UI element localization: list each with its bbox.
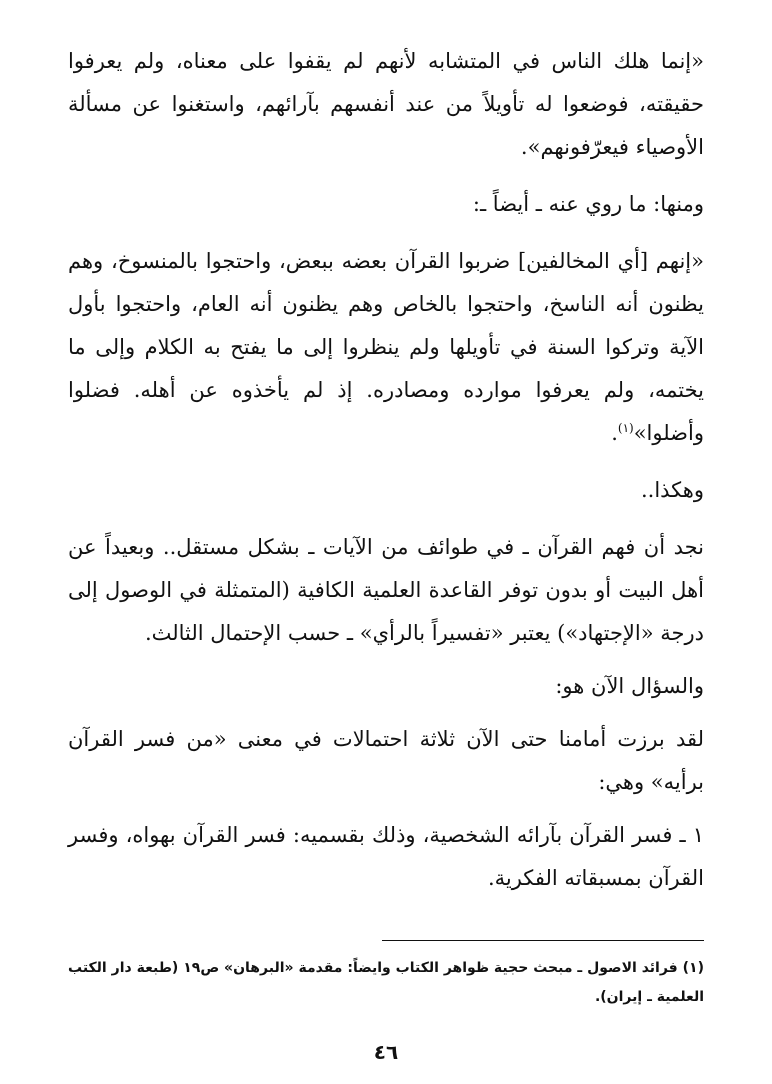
paragraph-quote-2 — [68, 240, 704, 455]
quote-2-end: . — [611, 421, 618, 445]
page-number: ٤٦ — [373, 1040, 399, 1064]
paragraph-possibilities: لقد برزت أمامنا حتى الآن ثلاثة احتمالات في معنى «من فسر القرآن برأيه» وهي: — [68, 727, 704, 794]
quote-2-text: «إنهم [أي المخالفين] ضربوا القرآن بعضه ببعض، واحتجوا بالمنسوخ، وهم يظنون أنه الناسخ، واحتجوا بالخاص وهم يظنون أنه العام، واحتجوا بأول الآية وتركوا السنة في تأويلها ولم ينظروا إلى ما يفتح به الكلام وإلى ما يختمه، ولم يعرفوا موارده ومصادره. إذ لم يأخذوه عن أهله. فضلوا وأضلوا» — [68, 249, 704, 445]
page-body — [68, 40, 704, 900]
paragraph-conclusion: نجد أن فهم القرآن ـ في طوائف من الآيات ـ بشكل مستقل.. وبعيداً عن أهل البيت أو بدون توفر القاعدة العلمية الكافية (المتمثلة في الوصول إلى درجة «الإجتهاد») يعتبر «تفسيراً بالرأي» ـ حسب الإحتمال الثالث. — [68, 535, 704, 645]
footnote-reference: (١) — [617, 421, 634, 435]
paragraph-item-1: ١ ـ فسر القرآن بآرائه الشخصية، وذلك بقسميه: فسر القرآن بهواه، وفسر القرآن بمسبقاته الفكرية. — [68, 823, 704, 890]
paragraph-intro-2: ومنها: ما روي عنه ـ أيضاً ـ: — [472, 192, 704, 216]
footnote: (١) فرائد الاصول ـ مبحث حجية ظواهر الكتاب وايضاً: مقدمة «البرهان» ص١٩ (طبعة دار الكتب العلمية ـ إيران). — [68, 960, 704, 1005]
paragraph-thus: وهكذا.. — [640, 478, 704, 502]
paragraph-quote-1: «إنما هلك الناس في المتشابه لأنهم لم يقفوا على معناه، ولم يعرفوا حقيقته، فوضعوا له تأويلاً من عند أنفسهم بآرائهم، واستغنوا عن مسألة الأوصياء فيعرّفونهم». — [68, 49, 704, 159]
footnote-divider — [382, 940, 704, 941]
paragraph-question: والسؤال الآن هو: — [555, 674, 704, 698]
